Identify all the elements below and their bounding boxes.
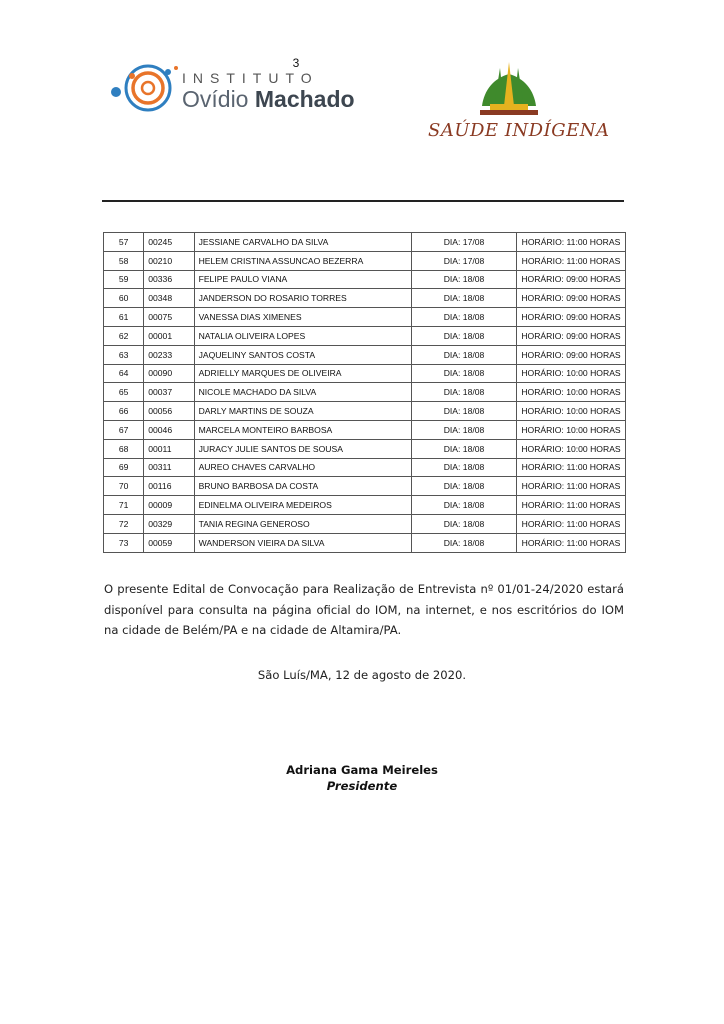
cell-name: TANIA REGINA GENEROSO: [194, 514, 411, 533]
cell-day: DIA: 18/08: [412, 270, 517, 289]
cell-day: DIA: 18/08: [412, 289, 517, 308]
cell-num: 64: [104, 364, 144, 383]
cell-time: HORÁRIO: 10:00 HORAS: [517, 439, 626, 458]
table-row: [104, 345, 626, 364]
interview-schedule-table: [103, 232, 626, 553]
cell-time: HORÁRIO: 11:00 HORAS: [517, 496, 626, 515]
cell-name: MARCELA MONTEIRO BARBOSA: [194, 420, 411, 439]
table-row: [104, 308, 626, 327]
cell-name: WANDERSON VIEIRA DA SILVA: [194, 533, 411, 552]
cell-code: 00245: [144, 233, 194, 252]
cell-name: DARLY MARTINS DE SOUZA: [194, 402, 411, 421]
cell-time: HORÁRIO: 11:00 HORAS: [517, 233, 626, 252]
cell-num: 69: [104, 458, 144, 477]
cell-num: 66: [104, 402, 144, 421]
cell-name: EDINELMA OLIVEIRA MEDEIROS: [194, 496, 411, 515]
cell-time: HORÁRIO: 11:00 HORAS: [517, 514, 626, 533]
cell-num: 65: [104, 383, 144, 402]
cell-time: HORÁRIO: 10:00 HORAS: [517, 402, 626, 421]
cell-code: 00336: [144, 270, 194, 289]
iom-logo-top-text: INSTITUTO: [182, 70, 319, 86]
notice-paragraph: O presente Edital de Convocação para Realização de Entrevista nº 01/01-24/2020 estará disponível para consulta na página oficial do IOM, na internet, e nos escritórios do IOM na cidade de Belém/PA e na cidade de Altamira/PA.: [104, 582, 624, 637]
cell-day: DIA: 18/08: [412, 439, 517, 458]
cell-day: DIA: 17/08: [412, 233, 517, 252]
table-row: [104, 533, 626, 552]
cell-time: HORÁRIO: 11:00 HORAS: [517, 533, 626, 552]
cell-num: 58: [104, 251, 144, 270]
cell-time: HORÁRIO: 11:00 HORAS: [517, 251, 626, 270]
schedule-body: [104, 233, 626, 553]
cell-code: 00009: [144, 496, 194, 515]
cell-code: 00075: [144, 308, 194, 327]
cell-day: DIA: 18/08: [412, 420, 517, 439]
cell-day: DIA: 18/08: [412, 402, 517, 421]
cell-day: DIA: 18/08: [412, 326, 517, 345]
cell-name: VANESSA DIAS XIMENES: [194, 308, 411, 327]
cell-time: HORÁRIO: 11:00 HORAS: [517, 477, 626, 496]
cell-name: JAQUELINY SANTOS COSTA: [194, 345, 411, 364]
cell-name: BRUNO BARBOSA DA COSTA: [194, 477, 411, 496]
table-row: [104, 270, 626, 289]
cell-code: 00348: [144, 289, 194, 308]
cell-num: 59: [104, 270, 144, 289]
cell-code: 00011: [144, 439, 194, 458]
table-row: [104, 514, 626, 533]
cell-code: 00090: [144, 364, 194, 383]
cell-num: 60: [104, 289, 144, 308]
cell-name: AUREO CHAVES CARVALHO: [194, 458, 411, 477]
cell-name: JANDERSON DO ROSARIO TORRES: [194, 289, 411, 308]
cell-num: 63: [104, 345, 144, 364]
page-number: 3: [292, 56, 300, 70]
cell-time: HORÁRIO: 09:00 HORAS: [517, 289, 626, 308]
cell-code: 00001: [144, 326, 194, 345]
table-row: [104, 289, 626, 308]
iom-logo-mark: [108, 60, 182, 122]
cell-num: 62: [104, 326, 144, 345]
cell-day: DIA: 18/08: [412, 458, 517, 477]
table-row: [104, 233, 626, 252]
cell-code: 00056: [144, 402, 194, 421]
table-row: [104, 458, 626, 477]
cell-name: ADRIELLY MARQUES DE OLIVEIRA: [194, 364, 411, 383]
cell-name: NATALIA OLIVEIRA LOPES: [194, 326, 411, 345]
cell-name: JESSIANE CARVALHO DA SILVA: [194, 233, 411, 252]
cell-day: DIA: 18/08: [412, 514, 517, 533]
cell-day: DIA: 18/08: [412, 477, 517, 496]
cell-code: 00037: [144, 383, 194, 402]
cell-num: 71: [104, 496, 144, 515]
table-row: [104, 402, 626, 421]
cell-num: 73: [104, 533, 144, 552]
cell-code: 00233: [144, 345, 194, 364]
cell-time: HORÁRIO: 09:00 HORAS: [517, 270, 626, 289]
cell-code: 00116: [144, 477, 194, 496]
cell-num: 70: [104, 477, 144, 496]
cell-day: DIA: 18/08: [412, 533, 517, 552]
table-row: [104, 383, 626, 402]
cell-time: HORÁRIO: 11:00 HORAS: [517, 458, 626, 477]
iom-logo-name-light: Ovídio: [182, 86, 249, 112]
cell-code: 00329: [144, 514, 194, 533]
signer-name: Adriana Gama Meireles: [286, 763, 438, 777]
table-row: [104, 326, 626, 345]
cell-code: 00311: [144, 458, 194, 477]
cell-time: HORÁRIO: 10:00 HORAS: [517, 364, 626, 383]
cell-day: DIA: 18/08: [412, 364, 517, 383]
cell-code: 00059: [144, 533, 194, 552]
cell-time: HORÁRIO: 09:00 HORAS: [517, 308, 626, 327]
cell-day: DIA: 18/08: [412, 496, 517, 515]
cell-num: 61: [104, 308, 144, 327]
cell-time: HORÁRIO: 09:00 HORAS: [517, 326, 626, 345]
cell-time: HORÁRIO: 10:00 HORAS: [517, 420, 626, 439]
table-row: [104, 420, 626, 439]
signer-title: Presidente: [326, 779, 398, 793]
cell-name: NICOLE MACHADO DA SILVA: [194, 383, 411, 402]
cell-time: HORÁRIO: 09:00 HORAS: [517, 345, 626, 364]
cell-code: 00210: [144, 251, 194, 270]
date-line: São Luís/MA, 12 de agosto de 2020.: [257, 668, 467, 682]
table-row: [104, 364, 626, 383]
table-row: [104, 477, 626, 496]
saude-indigena-text: SAÚDE INDÍGENA: [428, 120, 610, 141]
cell-num: 72: [104, 514, 144, 533]
cell-code: 00046: [144, 420, 194, 439]
cell-name: FELIPE PAULO VIANA: [194, 270, 411, 289]
cell-day: DIA: 18/08: [412, 308, 517, 327]
cell-time: HORÁRIO: 10:00 HORAS: [517, 383, 626, 402]
cell-num: 68: [104, 439, 144, 458]
table-row: [104, 251, 626, 270]
cell-name: JURACY JULIE SANTOS DE SOUSA: [194, 439, 411, 458]
cell-day: DIA: 18/08: [412, 345, 517, 364]
iom-logo-name-bold: Machado: [254, 86, 355, 112]
iom-logo-name: [182, 86, 355, 113]
iom-logo: [108, 60, 368, 122]
table-row: [104, 439, 626, 458]
cell-day: DIA: 18/08: [412, 383, 517, 402]
headdress-icon: [424, 60, 594, 120]
cell-num: 57: [104, 233, 144, 252]
header-divider: [102, 200, 624, 202]
table-row: [104, 496, 626, 515]
cell-name: HELEM CRISTINA ASSUNCAO BEZERRA: [194, 251, 411, 270]
cell-day: DIA: 17/08: [412, 251, 517, 270]
cell-num: 67: [104, 420, 144, 439]
saude-indigena-logo: [424, 60, 610, 158]
